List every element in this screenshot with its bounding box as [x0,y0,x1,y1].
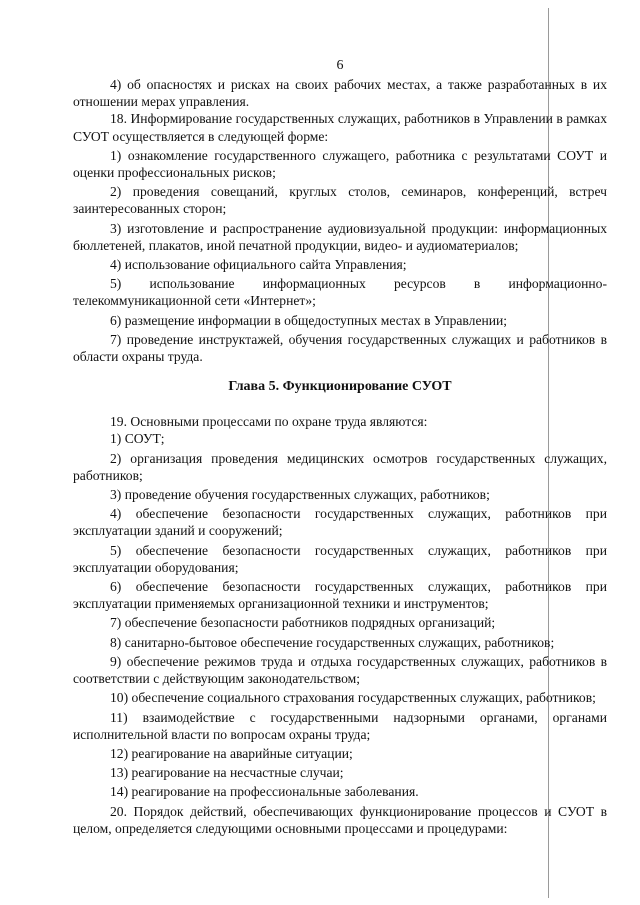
paragraph: 2) организация проведения медицинских осмотров государственных служащих, работников; [73,450,607,483]
paragraph: 7) обеспечение безопасности работников подрядных организаций; [110,615,496,631]
paragraph: 5) использование информационных ресурсов в информационно-телекоммуникационной сети «Интернет»; [73,276,607,309]
paragraph: 10) обеспечение социального страхования государственных служащих, работников; [110,690,596,706]
paragraph: 14) реагирование на профессиональные заболевания. [110,784,419,800]
paragraph: 1) СОУТ; [110,431,165,447]
paragraph: 20. Порядок действий, обеспечивающих функционирование процессов и СУОТ в целом, определяется следующими основными процессами и процедурами: [73,803,607,836]
document-page [73,58,607,837]
paragraph: 6) размещение информации в общедоступных местах в Управлении; [110,312,508,328]
paragraph: 5) обеспечение безопасности государственных служащих, работников при эксплуатации оборудования; [73,542,607,575]
top-section [73,76,607,365]
chapter-title: Глава 5. Функционирование СУОТ [228,379,452,395]
paragraph: 2) проведения совещаний, круглых столов, семинаров, конференций, встреч заинтересованных сторон; [73,184,607,217]
paragraph: 6) обеспечение безопасности государственных служащих, работников при эксплуатации применяемых организационной техники и инструментов; [73,579,607,612]
paragraph: 18. Информирование государственных служащих, работников в Управлении в рамках СУОТ осуществляется в следующей форме: [73,111,607,144]
paragraph: 9) обеспечение режимов труда и отдыха государственных служащих, работников в соответствии с действующим законодательством; [73,653,607,687]
paragraph: 19. Основными процессами по охране труда являются: [110,414,428,430]
paragraph: 4) об опасностях и рисках на своих рабочих местах, а также разработанных в их отношении мерах управления. [73,77,607,110]
paragraph: 4) обеспечение безопасности государственных служащих, работников при эксплуатации зданий и сооружений; [73,506,607,539]
paragraph: 3) изготовление и распространение аудиовизуальной продукции: информационных бюллетеней, плакатов, иной печатной продукции, видео- и аудиоматериалов; [73,220,607,253]
paragraph: 7) проведение инструктажей, обучения государственных служащих и работников в области охраны труда. [73,331,607,365]
bottom-section [73,413,607,837]
paragraph: 12) реагирование на аварийные ситуации; [110,745,353,761]
paragraph: 11) взаимодействие с государственными надзорными органами, органами исполнительной власти по вопросам охраны труда; [73,709,607,742]
paragraph: 1) ознакомление государственного служащего, работника с результатами СОУТ и оценки профессиональных рисков; [73,147,607,181]
paragraph: 4) использование официального сайта Управления; [110,257,407,273]
page-number: 6 [336,58,344,73]
paragraph: 13) реагирование на несчастные случаи; [110,765,344,781]
paragraph: 3) проведение обучения государственных служащих, работников; [110,487,490,503]
paragraph: 8) санитарно-бытовое обеспечение государственных служащих, работников; [110,634,555,650]
